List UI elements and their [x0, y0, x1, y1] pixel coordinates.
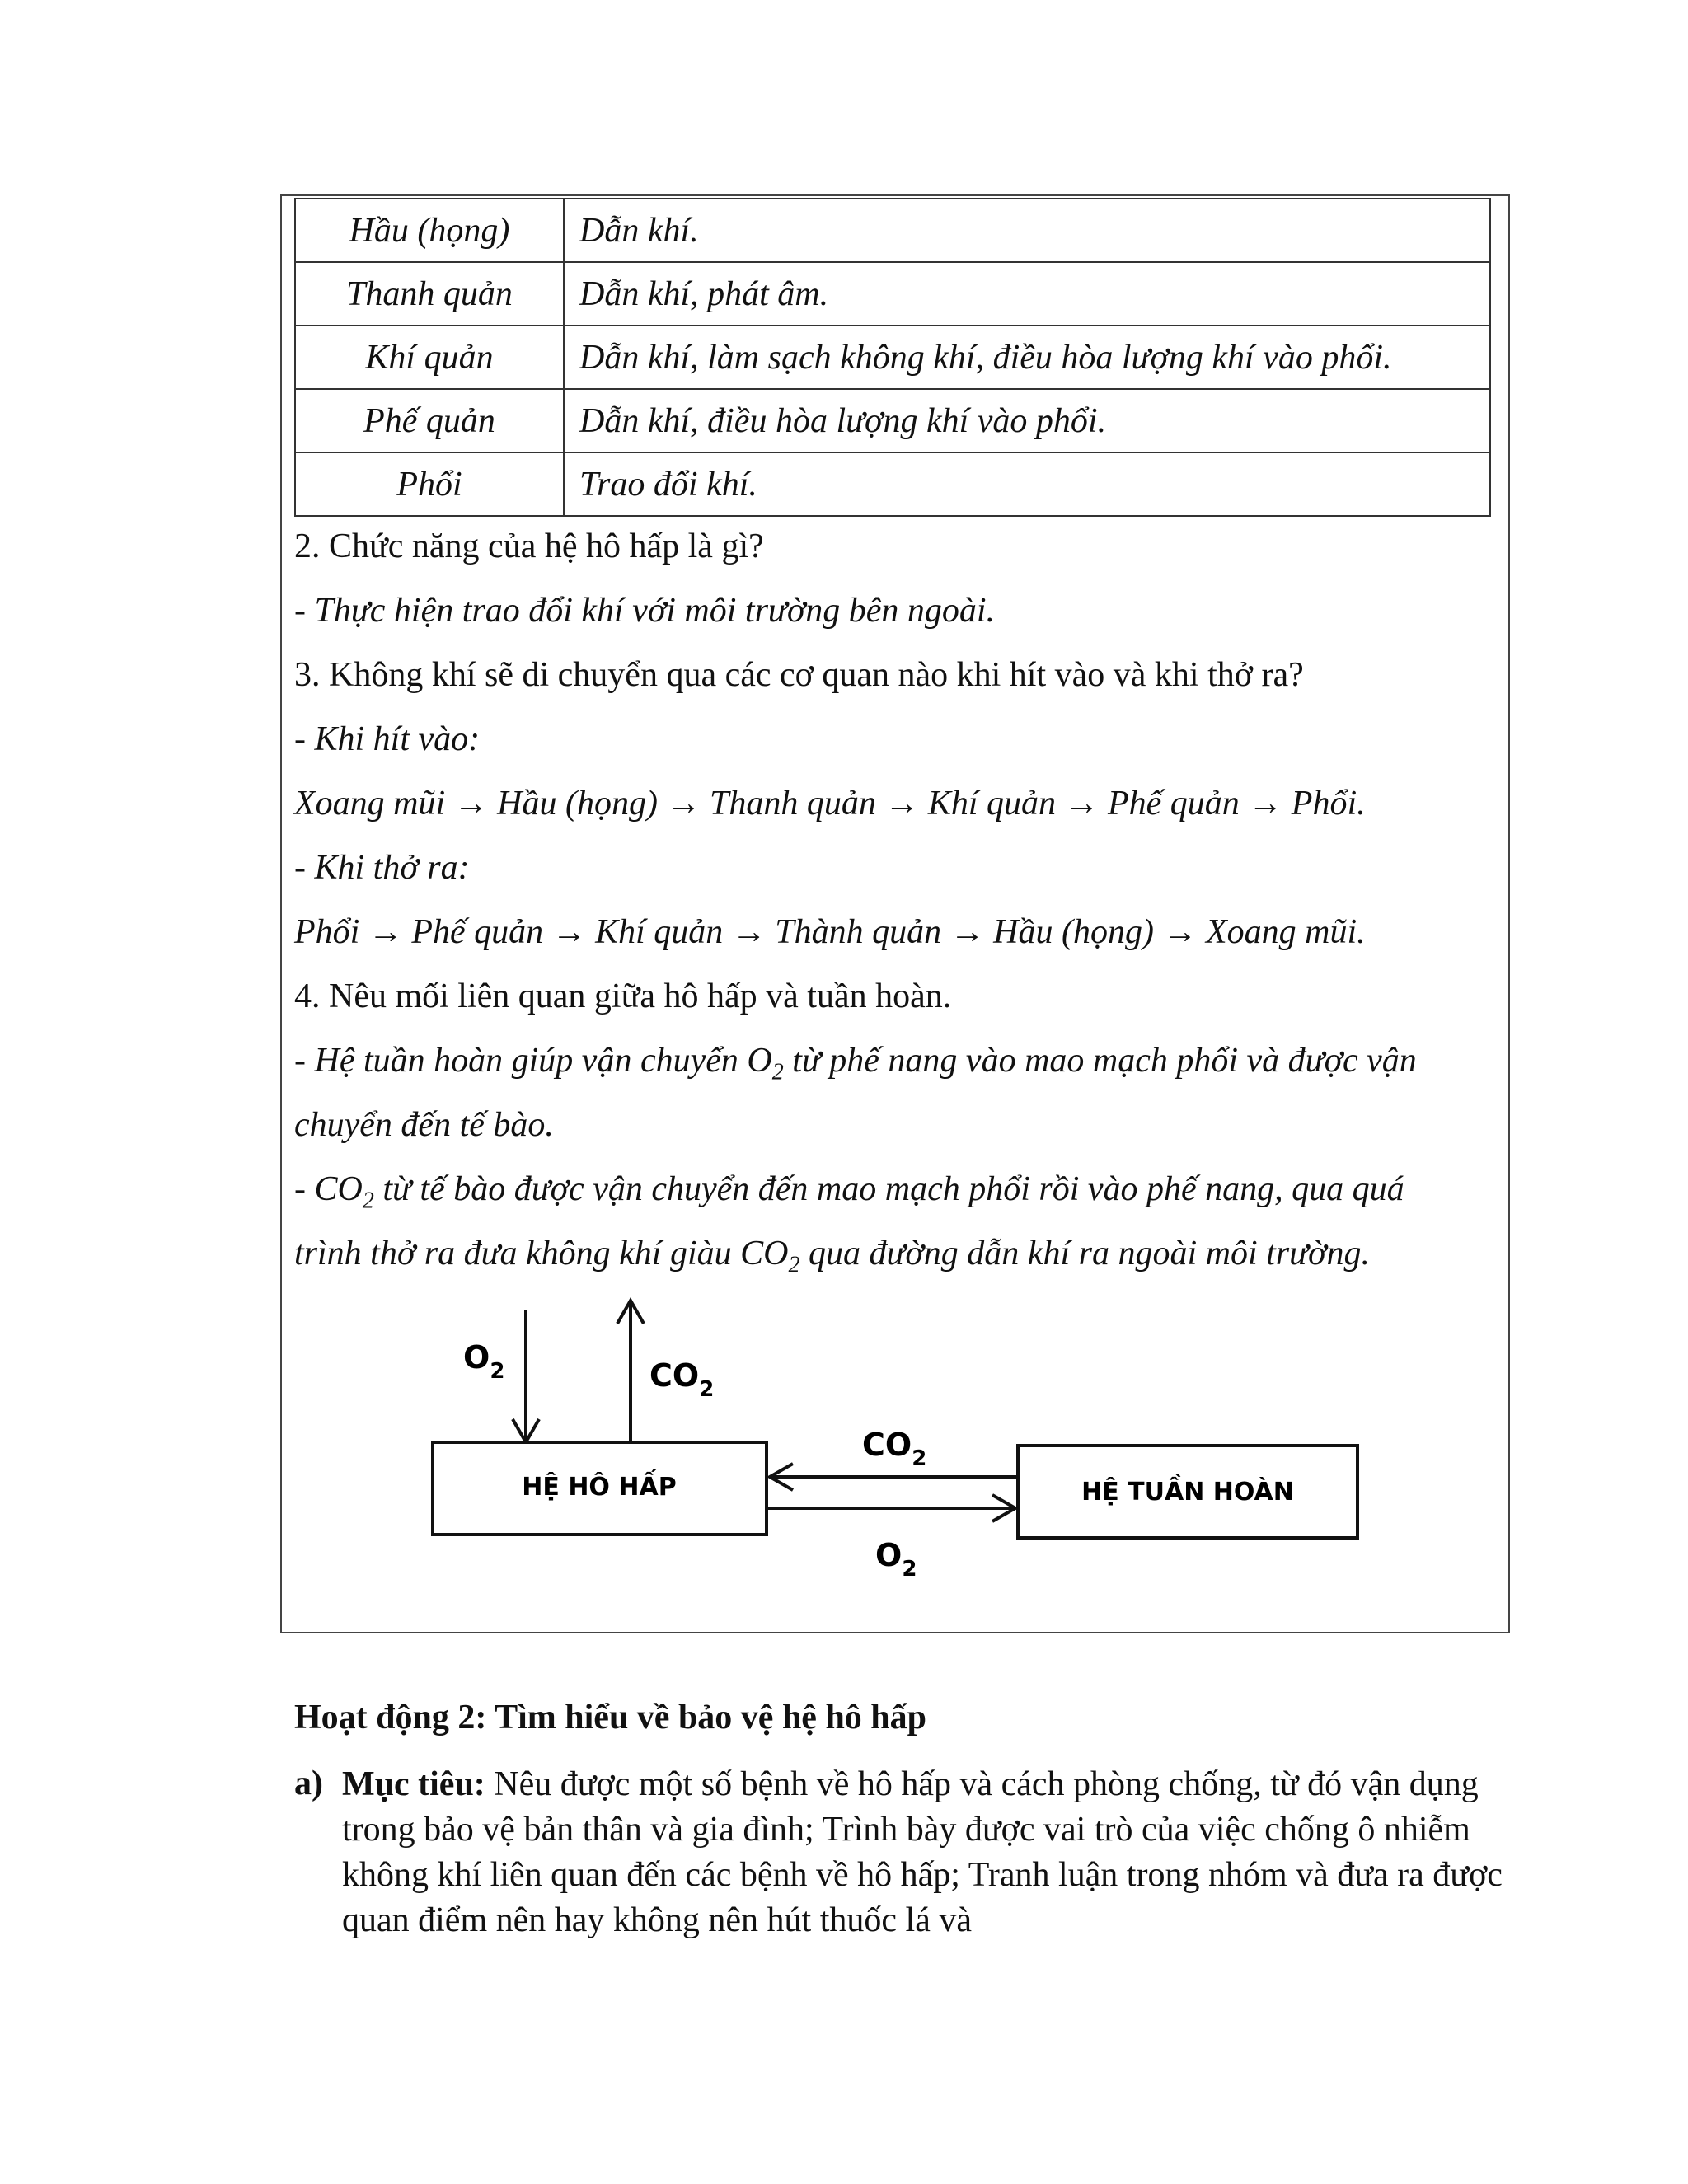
exhale-path: Phổi → Phế quản → Khí quản → Thành quản → Hầu (họng) → Xoang mũi. — [294, 913, 1366, 951]
co2-transfer-label: $CO_2$ — [862, 1427, 927, 1471]
question-3: 3. Không khí sẽ di chuyển qua các cơ quan nào khi hít vào và khi thở ra? — [294, 656, 1304, 694]
table-row — [295, 262, 1490, 326]
answer-4-part1: - Hệ tuần hoàn giúp vận chuyển $O_2$ từ phế nang vào mao mạch phổi và được vận — [294, 1042, 1417, 1085]
answer-4-part2: - $CO_2$ từ tế bào được vận chuyển đến mao mạch phổi rồi vào phế nang, qua quá — [294, 1170, 1404, 1214]
answer-2: - Thực hiện trao đổi khí với môi trường bên ngoài. — [294, 592, 996, 630]
goal-label: Mục tiêu: — [342, 1765, 485, 1803]
o2-in-label: $O_2$ — [463, 1339, 505, 1384]
organ-cell: Khí quản — [295, 326, 564, 389]
activity-2-goal — [342, 1762, 1529, 1943]
table-row — [295, 326, 1490, 389]
answer-4-part2-cont: trình thở ra đưa không khí giàu $CO_2$ qua đường dẫn khí ra ngoài môi trường. — [294, 1235, 1370, 1278]
inhale-path: Xoang mũi → Hầu (họng) → Thanh quản → Khí quản → Phế quản → Phổi. — [294, 785, 1366, 823]
organ-cell: Hầu (họng) — [295, 199, 564, 262]
goal-text: Nêu được một số bệnh về hô hấp và cách phòng chống, từ đó vận dụng trong bảo vệ bản thân và gia đình; Trình bày được vai trò của việc chống ô nhiễm không khí liên quan đến các bệnh về hô hấp; Tranh luận trong nhóm và đưa ra được quan điểm nên hay không nên hút thuốc lá và — [342, 1765, 1503, 1939]
circulatory-system-label: HỆ TUẦN HOÀN — [1081, 1478, 1294, 1507]
question-2: 2. Chức năng của hệ hô hấp là gì? — [294, 527, 764, 565]
organ-function-table — [294, 198, 1491, 517]
respiration-circulation-diagram — [420, 1294, 1385, 1591]
co2-transfer-arrow — [770, 1464, 1018, 1490]
respiratory-system-label: HỆ HÔ HẤP — [522, 1473, 677, 1502]
question-4: 4. Nêu mối liên quan giữa hô hấp và tuần hoàn. — [294, 977, 952, 1015]
o2-in-arrow — [513, 1310, 539, 1442]
activity-2-heading: Hoạt động 2: Tìm hiểu về bảo vệ hệ hô hấp — [294, 1699, 927, 1736]
inhale-label: - Khi hít vào: — [294, 720, 481, 758]
function-cell: Trao đổi khí. — [564, 452, 1490, 516]
function-cell: Dẫn khí, làm sạch không khí, điều hòa lượng khí vào phổi. — [564, 326, 1490, 389]
o2-transfer-arrow — [767, 1495, 1015, 1521]
answer-4-part1-cont: chuyển đến tế bào. — [294, 1106, 554, 1144]
o2-transfer-label: $O_2$ — [875, 1537, 917, 1582]
table-row — [295, 452, 1490, 516]
function-cell: Dẫn khí. — [564, 199, 1490, 262]
exhale-label: - Khi thở ra: — [294, 849, 470, 887]
co2-out-arrow — [617, 1301, 644, 1441]
table-row — [295, 199, 1490, 262]
organ-cell: Phế quản — [295, 389, 564, 452]
co2-out-label: $CO_2$ — [649, 1357, 715, 1402]
organ-cell: Thanh quản — [295, 262, 564, 326]
table-row — [295, 389, 1490, 452]
organ-cell: Phổi — [295, 452, 564, 516]
function-cell: Dẫn khí, điều hòa lượng khí vào phổi. — [564, 389, 1490, 452]
function-cell: Dẫn khí, phát âm. — [564, 262, 1490, 326]
item-marker: a) — [294, 1765, 323, 1802]
